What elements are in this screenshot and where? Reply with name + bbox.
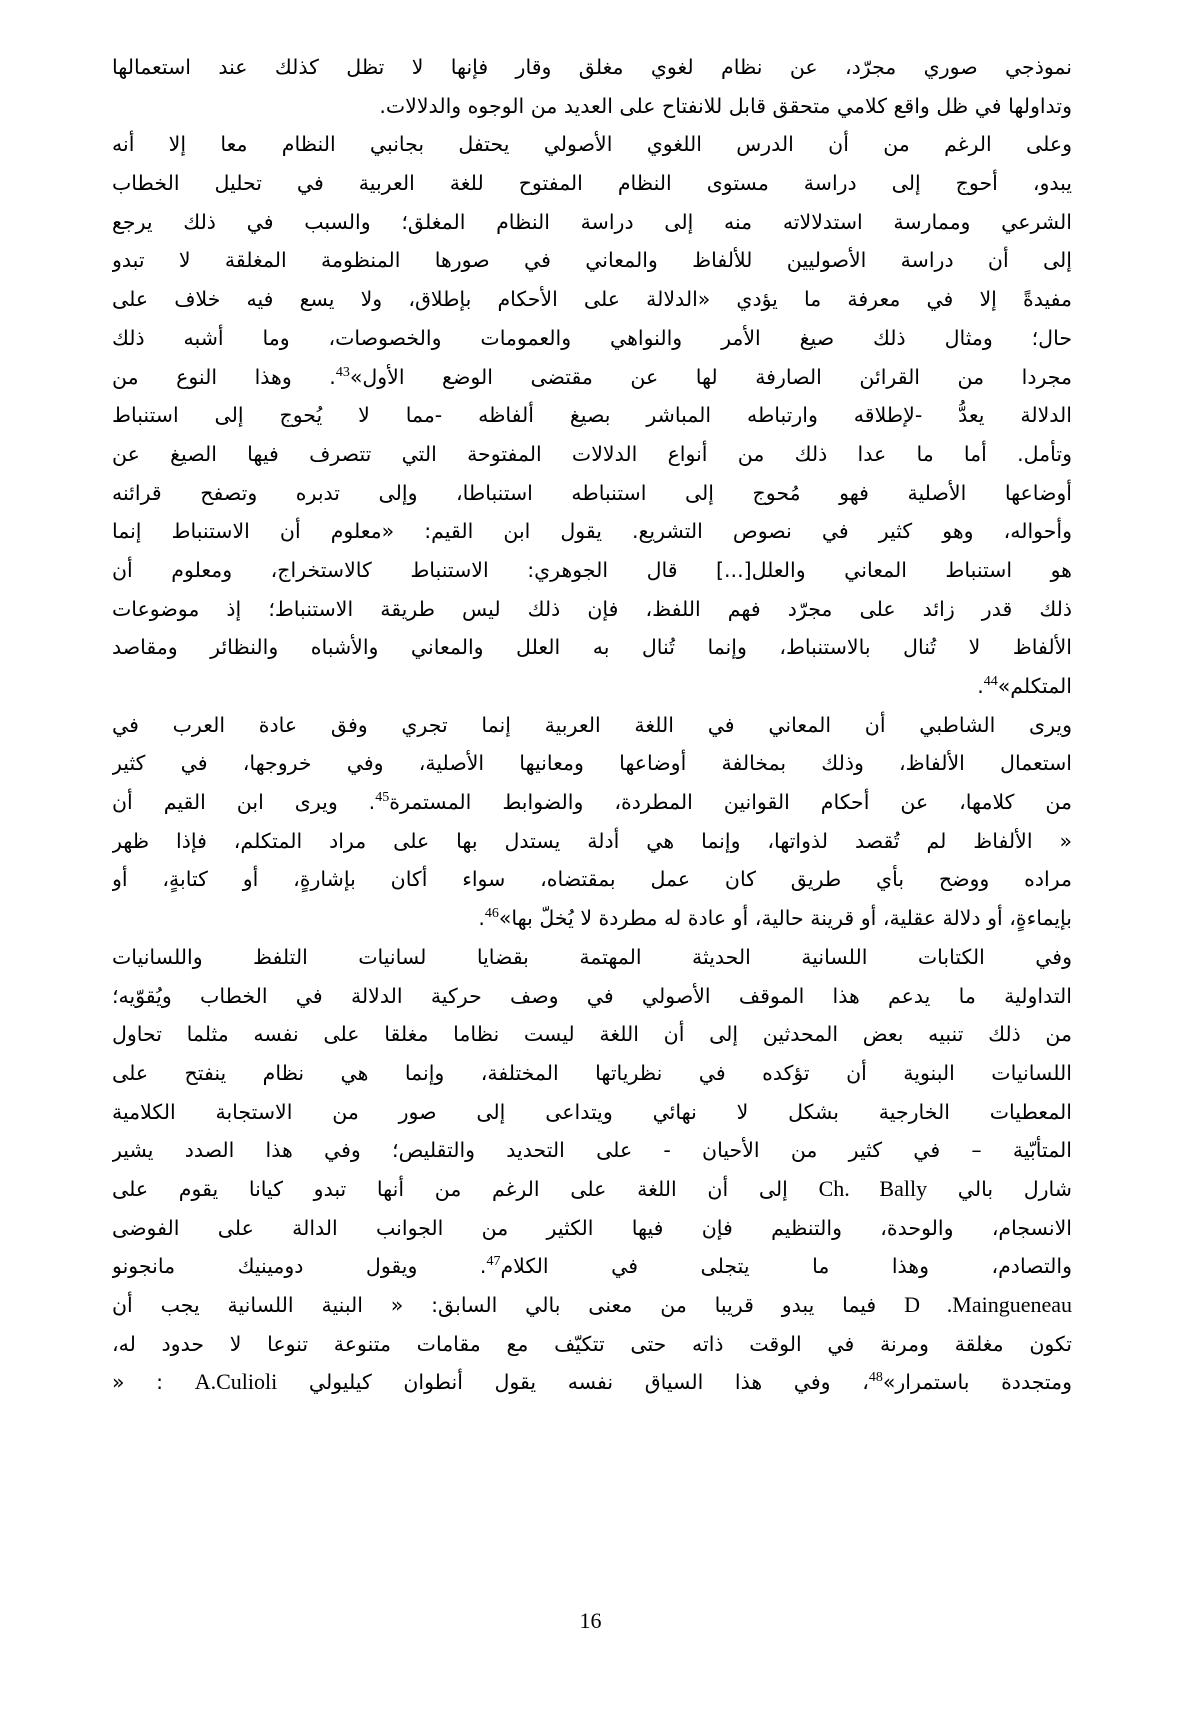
footnote-ref: 48: [868, 1370, 883, 1386]
text-line: [112, 1286, 1072, 1325]
footnote-ref: 45: [375, 790, 390, 806]
line-text: المتكلم»: [997, 674, 1072, 698]
line-text: ذلك قدر زائد على مجرّد فهم اللفظ، فإن ذلك ليس طريقة الاستنباط؛ إذ موضوعات: [112, 596, 1072, 621]
line-text: هو استنباط المعاني والعلل[...] قال الجوهري: الاستنباط كالاستخراج، ومعلوم أن: [112, 557, 1072, 582]
text-line: [112, 280, 1072, 319]
body-text: [112, 48, 1072, 1402]
text-line: [112, 1325, 1072, 1364]
line-text: من ذلك تنبيه بعض المحدثين إلى أن اللغة ليست نظاما مغلقا على نفسه مثلما تحاول: [112, 1022, 1072, 1047]
line-text: حال؛ ومثال ذلك صيغ الأمر والنواهي والعمومات والخصوصات، وما أشبه ذلك: [112, 325, 1072, 350]
footnote-ref: 47: [486, 1254, 501, 1270]
line-text: وتأمل. أما ما عدا ذلك من أنواع الدلالات المفتوحة التي تتصرف فيها الصيغ عن: [112, 441, 1072, 466]
line-text-continued: .: [478, 906, 485, 931]
text-line: [112, 551, 1072, 590]
line-text: والتصادم، وهذا ما يتجلى في الكلام: [500, 1254, 1072, 1279]
line-text: من كلامها، عن أحكام القوانين المطردة، والضوابط المستمرة: [389, 790, 1072, 815]
page-number: 16: [579, 1608, 602, 1633]
line-text-end: : «: [112, 1370, 164, 1395]
text-line: [112, 783, 1072, 822]
line-text: الانسجام، والوحدة، والتنظيم فإن فيها الكثير من الجوانب الدالة على الفوضى: [112, 1215, 1072, 1240]
line-text: المتأبّية – في كثير من الأحيان - على التحديد والتقليص؛ وفي هذا الصدد يشير: [112, 1138, 1072, 1163]
line-text: تكون مغلقة ومرنة في الوقت ذاته حتى تتكيّف مع مقامات متنوعة تنوعا لا حدود له،: [112, 1331, 1072, 1356]
text-line: [112, 1131, 1072, 1170]
latin-name: D .Maingueneau: [904, 1292, 1072, 1317]
text-line: [112, 1170, 1072, 1209]
line-text: « الألفاظ لم تُقصد لذواتها، وإنما هي أدلة يستدل بها على مراد المتكلم، فإذا ظهر: [112, 828, 1072, 853]
line-text: مجردا من القرائن الصارفة لها عن مقتضى الوضع الأول»: [349, 364, 1072, 389]
text-line: [112, 938, 1072, 977]
text-line: [112, 1209, 1072, 1248]
text-line: [112, 87, 1072, 126]
text-line: [112, 319, 1072, 358]
text-line: [112, 1247, 1072, 1286]
line-text: بإيماءةٍ، أو دلالة عقلية، أو قرينة حالية، أو عادة له مطردة لا يُخلّ بها»: [498, 906, 1072, 931]
line-text: الشرعي وممارسة استدلالاته منه إلى دراسة النظام المغلق؛ والسبب في ذلك يرجع: [112, 209, 1072, 234]
line-text: وفي الكتابات اللسانية الحديثة المهتمة بقضايا لسانيات التلفظ واللسانيات: [112, 944, 1072, 969]
text-line: [112, 1093, 1072, 1132]
latin-name: Ch. Bally: [818, 1175, 928, 1201]
line-text: المعطيات الخارجية بشكل لا نهائي ويتداعى إلى صور من الاستجابة الكلامية: [112, 1099, 1072, 1124]
text-line: [112, 241, 1072, 280]
text-line: [112, 977, 1072, 1016]
line-text: وعلى الرغم من أن الدرس اللغوي الأصولي يحتفل بجانبي النظام معا إلا أنه: [112, 132, 1072, 157]
text-line: [112, 125, 1072, 164]
line-text-continued: . ويرى ابن القيم أن: [112, 790, 376, 815]
text-line: [112, 203, 1072, 242]
line-text: اللسانيات البنوية أن تؤكده في نظرياتها المختلفة، وإنما هي نظام ينفتح على: [112, 1060, 1072, 1085]
line-text: يبدو، أحوج إلى دراسة مستوى النظام المفتوح للغة العربية في تحليل الخطاب: [112, 171, 1072, 196]
line-text: الألفاظ لا تُنال بالاستنباط، وإنما تُنال به العلل والمعاني والأشباه والنظائر ومقاصد: [112, 635, 1072, 660]
line-text: نموذجي صوري مجرّد، عن نظام لغوي مغلق وقار فإنها لا تظل كذلك عند استعمالها: [112, 55, 1072, 79]
footnote-ref: 44: [983, 674, 998, 689]
text-line: [112, 396, 1072, 435]
text-line: [112, 48, 1072, 87]
text-line: [112, 667, 1072, 706]
line-text: وأحواله، وهو كثير في نصوص التشريع. يقول ابن القيم: «معلوم أن الاستنباط إنما: [112, 519, 1072, 544]
line-text: ومتجددة باستمرار»: [882, 1370, 1072, 1395]
text-line: [112, 706, 1072, 745]
line-text: مراده ووضح بأي طريق كان عمل بمقتضاه، سواء أكان بإشارةٍ، أو كتابةٍ، أو: [112, 867, 1072, 892]
line-text: الدلالة يعدُّ -لإطلاقه وارتباطه المباشر بصيغ ألفاظه -مما لا يُحوج إلى استنباط: [112, 403, 1072, 428]
line-text-continued: فيما يبدو قريبا من معنى بالي السابق: « البنية اللسانية يجب أن: [112, 1293, 877, 1317]
footnote-ref: 43: [335, 364, 350, 380]
line-text-continued: ، وفي هذا السياق نفسه يقول أنطوان كيليولي: [308, 1370, 869, 1395]
line-text: مفيدةً إلا في معرفة ما يؤدي «الدلالة على الأحكام بإطلاق، ولا يسع فيه خلاف على: [112, 287, 1072, 312]
text-line: [112, 899, 1072, 938]
footnote-ref: 46: [484, 906, 499, 922]
line-text: ويرى الشاطبي أن المعاني في اللغة العربية إنما تجري وفق عادة العرب في: [112, 712, 1072, 737]
line-text-continued: . وهذا النوع من: [112, 364, 336, 389]
text-line: [112, 512, 1072, 551]
text-line: [112, 822, 1072, 861]
text-line: [112, 1054, 1072, 1093]
line-text: إلى أن دراسة الأصوليين للألفاظ والمعاني في صورها المنظومة المغلقة لا تبدو: [112, 248, 1072, 273]
text-line: [112, 744, 1072, 783]
line-text: شارل بالي: [957, 1176, 1072, 1201]
line-text-continued: .: [977, 674, 984, 698]
line-text: استعمال الألفاظ، وذلك بمخالفة أوضاعها ومعانيها الأصلية، وفي خروجها، في كثير: [112, 751, 1072, 776]
latin-name: A.Culioli: [194, 1369, 278, 1395]
line-text: أوضاعها الأصلية فهو مُحوج إلى استنباطه استنباطا، وإلى تدبره وتصفح قرائنه: [112, 480, 1072, 505]
line-text: وتداولها في ظل واقع كلامي متحقق قابل للانفتاح على العديد من الوجوه والدلالات.: [379, 93, 1072, 118]
line-text-continued: . ويقول دومينيك مانجونو: [112, 1254, 487, 1279]
text-line: [112, 1015, 1072, 1054]
text-line: [112, 1363, 1072, 1402]
text-line: [112, 474, 1072, 513]
text-line: [112, 860, 1072, 899]
text-line: [112, 164, 1072, 203]
text-line: [112, 628, 1072, 667]
text-line: [112, 590, 1072, 629]
text-line: [112, 358, 1072, 397]
line-text-continued: إلى أن اللغة على الرغم من أنها تبدو كيانا يقوم على: [112, 1176, 788, 1201]
line-text: التداولية ما يدعم هذا الموقف الأصولي في وصف حركية الدلالة في الخطاب ويُقوّيه؛: [112, 983, 1072, 1008]
text-line: [112, 435, 1072, 474]
